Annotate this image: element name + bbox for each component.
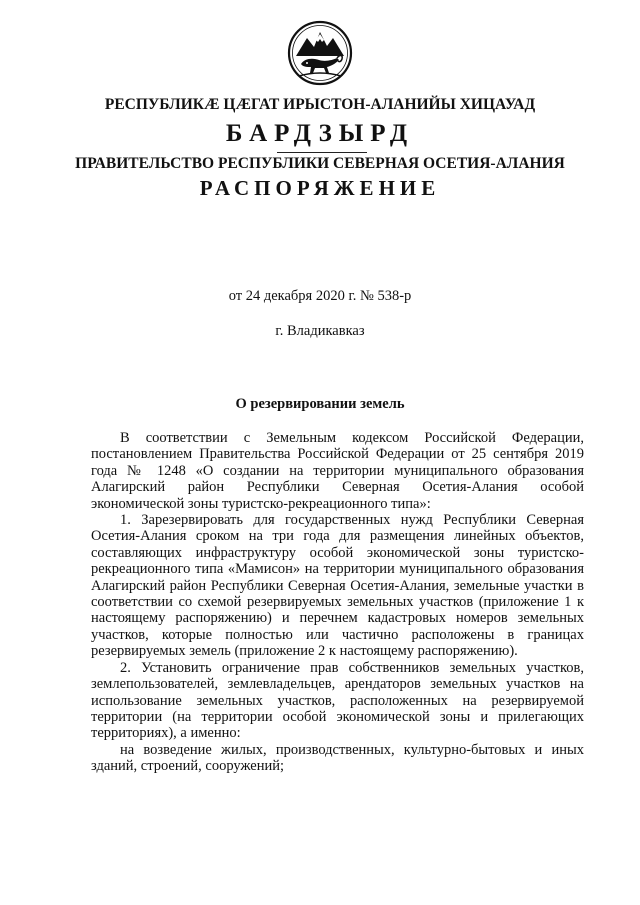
- document-subject: О резервировании земель: [235, 396, 405, 412]
- body-paragraph: В соответствии с Земельным кодексом Российской Федерации, постановлением Правительства Российской Федерации от 25 сентября 2019 года № 1248 «О создании на территории муниципального образования Алагирский район Республики Северная Осетия-Алания особой экономической зоны туристско-рекреационного типа»:: [91, 430, 584, 512]
- body-paragraph: 2. Установить ограничение прав собственников земельных участков, землепользователей, землевладельцев, арендаторов земельных участков на использование земельных участков, расположенных на резервируемой территории (на территории особой экономической зоны и прилегающих территориях), а именно:: [91, 659, 584, 742]
- coat-of-arms-emblem: [287, 20, 353, 86]
- body-paragraph: на возведение жилых, производственных, культурно-бытовых и иных зданий, строений, сооружений;: [91, 741, 584, 775]
- document-city: г. Владикавказ: [275, 323, 365, 339]
- body-paragraph: 1. Зарезервировать для государственных нужд Республики Северная Осетия-Алания сроком на три года для размещения линейных объектов, составляющих инфраструктуру особой экономической зоны туристско-рекреационного типа «Мамисон» на территории муниципального образования Алагирский район Республики Северная Осетия-Алания, земельные участки в соответствии со схемой резервируемых земельных участков (приложение 1 к настоящему распоряжению) и перечнем кадастровых номеров земельных участков, которые полностью или частично расположены в границах резервируемых земель (приложение 2 к настоящему распоряжению).: [91, 512, 584, 660]
- header-divider: [277, 152, 367, 153]
- document-body: [91, 430, 584, 775]
- document-date-number: от 24 декабря 2020 г. № 538-р: [228, 288, 412, 304]
- ossetian-government-name: РЕСПУБЛИКÆ ЦÆГАТ ИРЫСТОН-АЛАНИЙЫ ХИЦАУАД: [104, 96, 536, 113]
- russian-government-name: ПРАВИТЕЛЬСТВО РЕСПУБЛИКИ СЕВЕРНАЯ ОСЕТИЯ-АЛАНИЯ: [75, 155, 565, 172]
- russian-document-type: РАСПОРЯЖЕНИЕ: [199, 176, 441, 200]
- ossetian-document-type: БАРДЗЫРД: [225, 120, 415, 147]
